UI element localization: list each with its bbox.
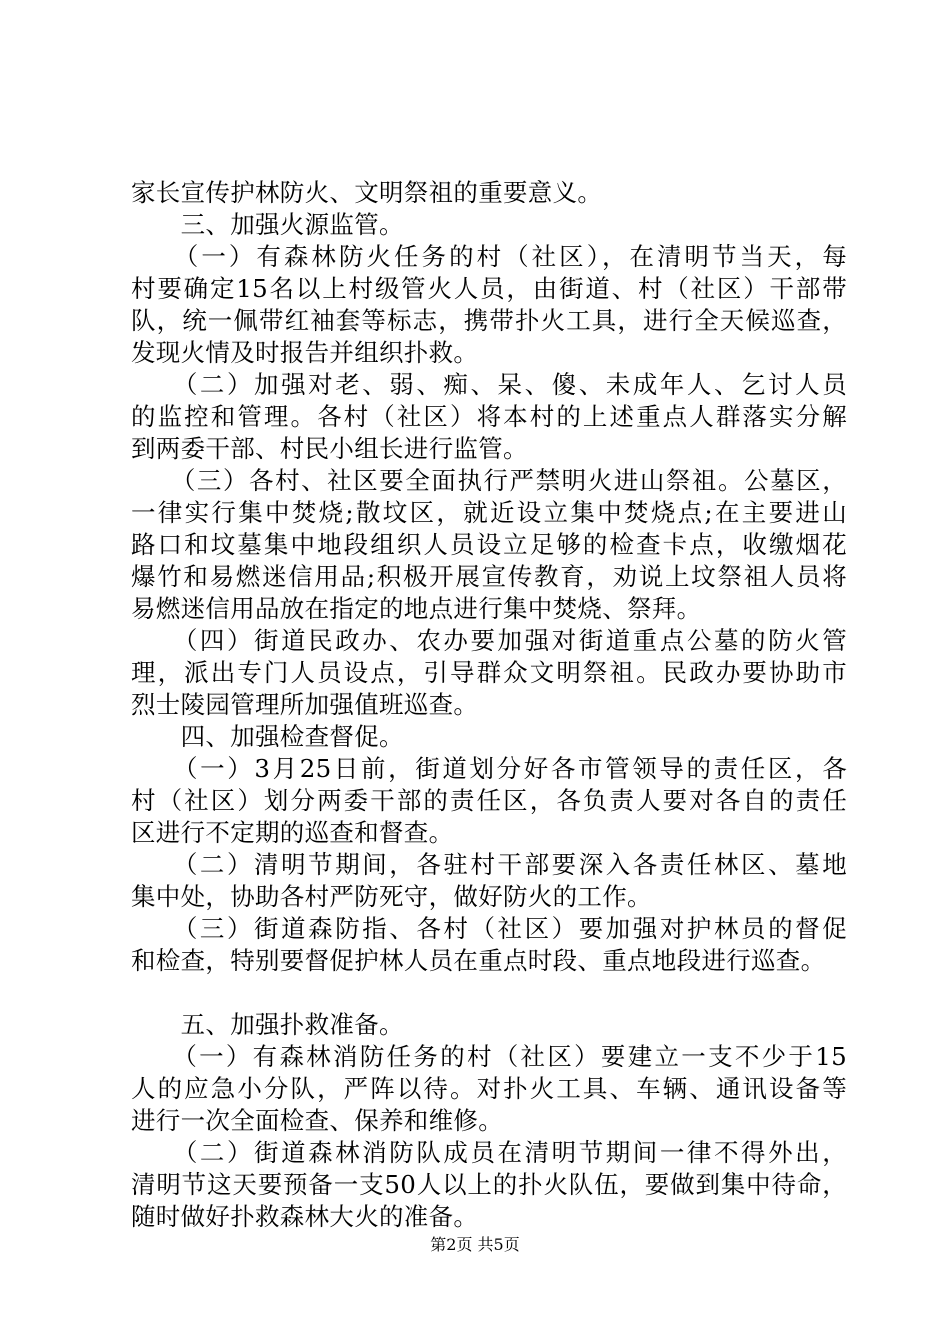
text-line: （一）有森林消防任务的村（社区）要建立一支不少于15 (131, 1042, 847, 1071)
text-line: 村（社区）划分两委干部的责任区，各负责人要对各自的责任 (131, 786, 847, 815)
text-line: 区进行不定期的巡查和督查。 (131, 818, 454, 847)
text-line: 理，派出专门人员设点，引导群众文明祭祖。民政办要协助市 (131, 658, 847, 687)
text-line: 集中处，协助各村严防死守，做好防火的工作。 (131, 882, 652, 911)
text-line: 进行一次全面检查、保养和维修。 (131, 1106, 503, 1135)
page-indicator: 第2页 共5页 (430, 1235, 520, 1254)
text-line: 随时做好扑救森林大火的准备。 (131, 1202, 479, 1231)
text-line: 易燃迷信用品放在指定的地点进行集中焚烧、祭拜。 (131, 594, 702, 623)
text-line: （二）街道森林消防队成员在清明节期间一律不得外出， (131, 1138, 847, 1167)
text-line: 发现火情及时报告并组织扑救。 (131, 338, 479, 367)
text-line: 人的应急小分队，严阵以待。对扑火工具、车辆、通讯设备等 (131, 1074, 847, 1103)
text-line: 和检查，特别要督促护林人员在重点时段、重点地段进行巡查。 (131, 946, 826, 975)
text-line: 一律实行集中焚烧;散坟区，就近设立集中焚烧点;在主要进山 (131, 498, 847, 527)
text-line: （二）加强对老、弱、痴、呆、傻、未成年人、乞讨人员 (131, 370, 847, 399)
section-heading: 三、加强火源监管。 (131, 210, 404, 239)
text-line: 的监控和管理。各村（社区）将本村的上述重点人群落实分解 (131, 402, 847, 431)
text-line: 爆竹和易燃迷信用品;积极开展宣传教育，劝说上坟祭祖人员将 (131, 562, 847, 591)
text-line: （三）街道森防指、各村（社区）要加强对护林员的督促 (131, 914, 847, 943)
text-line: （一）有森林防火任务的村（社区），在清明节当天，每 (131, 242, 847, 271)
text-line: （一）3月25日前，街道划分好各市管领导的责任区，各 (131, 754, 847, 783)
text-line: （四）街道民政办、农办要加强对街道重点公墓的防火管 (131, 626, 847, 655)
text-line: （二）清明节期间，各驻村干部要深入各责任林区、墓地 (131, 850, 847, 879)
text-line: 烈士陵园管理所加强值班巡查。 (131, 690, 479, 719)
text-line: 队，统一佩带红袖套等标志，携带扑火工具，进行全天候巡查， (131, 306, 847, 335)
text-line: 到两委干部、村民小组长进行监管。 (131, 434, 528, 463)
text-line: 清明节这天要预备一支50人以上的扑火队伍，要做到集中待命， (131, 1170, 847, 1199)
text-line: 路口和坟墓集中地段组织人员设立足够的检查卡点，收缴烟花 (131, 530, 847, 559)
section-heading: 四、加强检查督促。 (131, 722, 404, 751)
text-line: 家长宣传护林防火、文明祭祖的重要意义。 (131, 178, 603, 207)
section-heading: 五、加强扑救准备。 (131, 1010, 404, 1039)
text-line: 村要确定15名以上村级管火人员，由街道、村（社区）干部带 (131, 274, 847, 303)
text-line: （三）各村、社区要全面执行严禁明火进山祭祖。公墓区， (131, 466, 847, 495)
